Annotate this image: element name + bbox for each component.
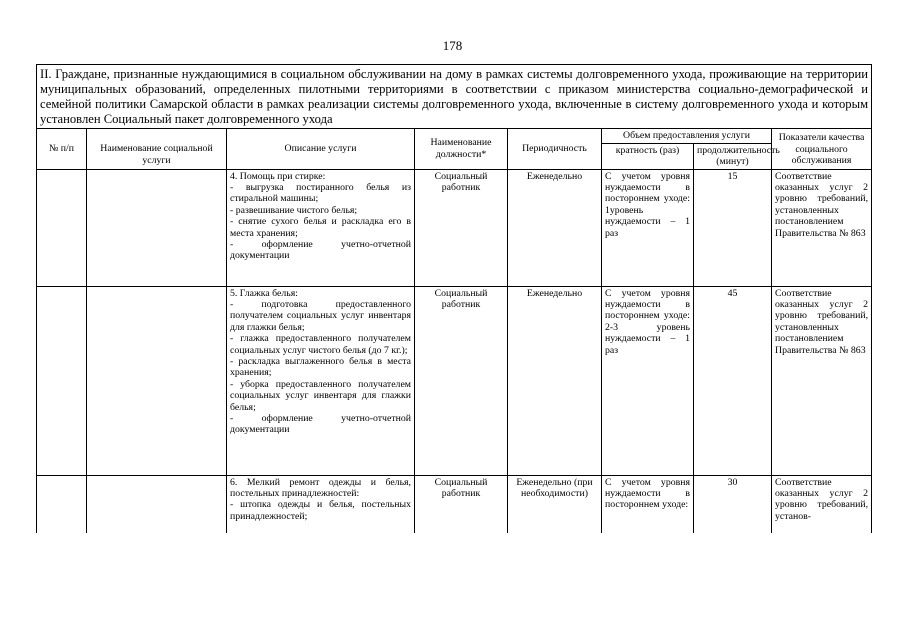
row-frequency: С учетом уровня нуждаемости в постороннем уходе: 1уровень нуждаемости – 1 раз: [602, 169, 694, 286]
row-duration: 15: [694, 169, 772, 286]
description-line: - раскладка выглаженного белья в места хранения;: [230, 355, 411, 379]
table-row: [37, 286, 872, 475]
row-periodicity: Еженедельно (при необходимости): [508, 475, 602, 533]
row-quality: Соответствие оказанных услуг 2 уровню требований, установленных постановлением Правительства № 863: [772, 286, 872, 475]
row-frequency: С учетом уровня нуждаемости в постороннем уходе:: [602, 475, 694, 533]
row-description: [227, 475, 415, 533]
row-service-name: [87, 169, 227, 286]
description-line: - подготовка предоставленного получателем социальных услуг инвентаря для глажки белья;: [230, 298, 411, 333]
row-position: Социальный работник: [415, 169, 508, 286]
row-quality: Соответствие оказанных услуг 2 уровню требований, установленных постановлением Правительства № 863: [772, 169, 872, 286]
header-description: Описание услуги: [227, 129, 415, 170]
description-line: - глажка предоставленного получателем социальных услуг чистого белья (до 7 кг.);: [230, 333, 411, 356]
header-frequency: кратность (раз): [602, 143, 694, 169]
description-line: - развешивание чистого белья;: [230, 204, 358, 216]
row-description: [227, 169, 415, 286]
header-periodicity: Периодичность: [508, 129, 602, 170]
table-row: [37, 475, 872, 533]
header-row-1: [37, 129, 872, 144]
header-position: Наименование должности*: [415, 129, 508, 170]
page-number: 178: [442, 38, 463, 53]
row-periodicity: Еженедельно: [508, 286, 602, 475]
description-line: 4. Помощь при стирке:: [230, 170, 326, 182]
section-title-row: [37, 65, 872, 129]
table-row: [37, 169, 872, 286]
description-line: - оформление учетно-отчетной документации: [230, 238, 411, 262]
description-line: 6. Мелкий ремонт одежды и белья, постельных принадлежностей:: [230, 476, 411, 499]
header-num: № п/п: [37, 129, 87, 170]
description-line: - оформление учетно-отчетной документации: [230, 412, 411, 436]
row-position: Социальный работник: [415, 475, 508, 533]
row-description: [227, 286, 415, 475]
row-duration: 45: [694, 286, 772, 475]
row-service-name: [87, 475, 227, 533]
row-num: [37, 475, 87, 533]
header-volume: Объем предоставления услуги: [602, 129, 772, 144]
row-periodicity: Еженедельно: [508, 169, 602, 286]
row-service-name: [87, 286, 227, 475]
row-num: [37, 286, 87, 475]
row-quality: Соответствие оказанных услуг 2 уровню требований, установ-: [772, 475, 872, 533]
description-line: - выгрузка постиранного белья из стиральной машины;: [230, 181, 411, 205]
header-quality: Показатели качества социального обслуживания: [772, 129, 872, 170]
section-title: II. Граждане, признанные нуждающимися в социальном обслуживании на дому в рамках системы долговременного ухода, проживающие на территории муниципальных образований, определенных пилотными территориями в соответствии с приказом министерства социально-демографической и семейной политики Самарской области в рамках реализации системы долговременного ухода, включенные в систему долговременного ухода и которым установлен Социальный пакет долговременного ухода: [37, 65, 872, 129]
row-num: [37, 169, 87, 286]
row-duration: 30: [694, 475, 772, 533]
description-line: 5. Глажка белья:: [230, 287, 298, 299]
header-service-name: Наименование социальной услуги: [87, 129, 227, 170]
row-position: Социальный работник: [415, 286, 508, 475]
row-frequency: С учетом уровня нуждаемости в постороннем уходе: 2-3 уровень нуждаемости – 1 раз: [602, 286, 694, 475]
description-line: - снятие сухого белья и раскладка его в места хранения;: [230, 216, 411, 239]
services-table: [36, 64, 872, 533]
description-line: - штопка одежды и белья, постельных принадлежностей;: [230, 499, 411, 522]
header-duration: продолжительность (минут): [694, 143, 772, 169]
description-line: - уборка предоставленного получателем социальных услуг инвентаря для глажки белья;: [230, 378, 411, 413]
